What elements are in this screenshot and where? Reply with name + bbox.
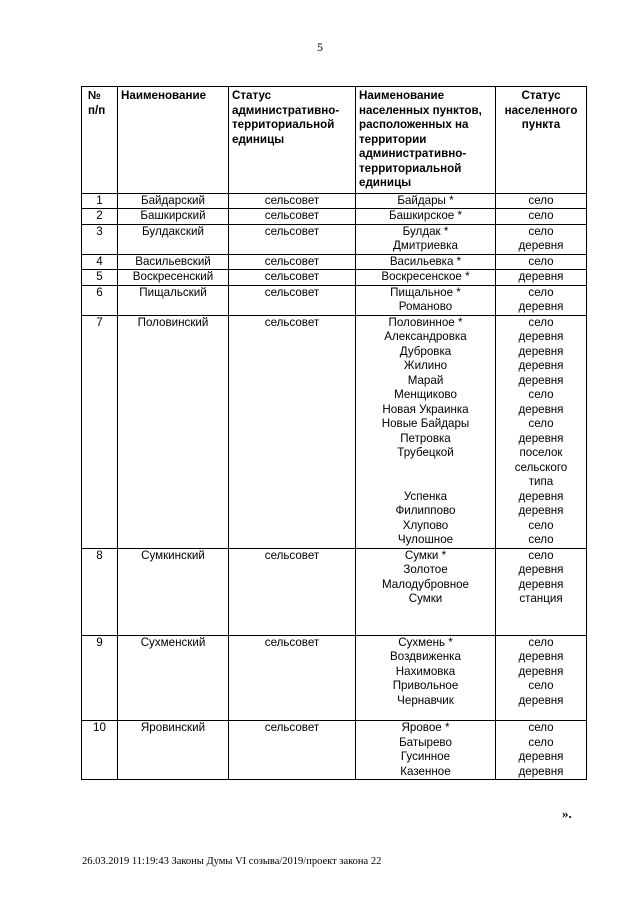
place-status: село — [528, 315, 554, 329]
row-status: сельсовет — [229, 270, 356, 286]
row-places — [356, 315, 496, 548]
row-name: Пищальский — [118, 285, 229, 315]
place-status: деревня — [518, 402, 564, 416]
place-name: Чернавчик — [397, 693, 454, 707]
page-number: 5 — [317, 40, 323, 54]
place-name: Марай — [407, 373, 444, 387]
row-status: сельсовет — [229, 635, 356, 721]
row-places — [356, 254, 496, 270]
row-status: сельсовет — [229, 548, 356, 635]
place-name: Золотое — [403, 563, 448, 576]
place-status: село — [528, 518, 554, 532]
place-name: Жилино — [403, 359, 448, 372]
place-name: Менщиково — [394, 388, 457, 401]
header-place-status: Статус населенного пункта — [496, 87, 587, 194]
place-name: Чулошное — [397, 533, 454, 546]
place-name: Яровое * — [401, 721, 450, 734]
place-status: деревня — [518, 750, 564, 763]
row-status: сельсовет — [229, 254, 356, 270]
place-name: Александровка — [384, 330, 467, 343]
place-status: деревня — [518, 764, 564, 778]
place-name: Новые Байдары — [381, 417, 470, 430]
place-name: Сумки — [408, 592, 443, 605]
place-status: типа — [528, 475, 554, 488]
row-status: сельсовет — [229, 193, 356, 209]
place-status: деревня — [518, 270, 564, 283]
row-num: 4 — [82, 254, 118, 270]
row-num: 2 — [82, 209, 118, 225]
row-places — [356, 635, 496, 721]
table-row — [82, 254, 587, 270]
row-place-statuses — [496, 548, 587, 635]
header-status: Статус административно-территориальной единицы — [229, 87, 356, 194]
row-place-statuses — [496, 635, 587, 721]
place-status: деревня — [518, 664, 564, 678]
row-place-statuses — [496, 721, 587, 780]
place-name: Сухмень * — [398, 635, 453, 649]
place-status: деревня — [518, 650, 564, 663]
row-places — [356, 193, 496, 209]
place-name: Булдак * — [402, 224, 449, 238]
place-status: деревня — [518, 577, 564, 591]
row-num: 9 — [82, 635, 118, 721]
table-row — [82, 315, 587, 548]
row-places — [356, 548, 496, 635]
row-status: сельсовет — [229, 721, 356, 780]
table-row — [82, 193, 587, 209]
place-status: поселок — [519, 446, 563, 459]
place-name: Трубецкой — [397, 446, 454, 459]
place-name: Воскресенское * — [381, 270, 470, 283]
row-num: 10 — [82, 721, 118, 780]
row-num: 3 — [82, 224, 118, 254]
row-places — [356, 721, 496, 780]
footer-stamp: 26.03.2019 11:19:43 Законы Думы VI созыва/2019/проект закона 22 — [82, 856, 382, 867]
table-row — [82, 209, 587, 225]
row-places — [356, 285, 496, 315]
row-place-statuses — [496, 254, 587, 270]
row-status: сельсовет — [229, 285, 356, 315]
place-status: деревня — [518, 359, 564, 372]
place-name — [359, 461, 492, 476]
settlements-table — [81, 86, 587, 780]
place-status: сельского — [514, 460, 568, 474]
place-status: деревня — [518, 239, 564, 252]
place-status: село — [528, 533, 554, 546]
place-status: деревня — [518, 330, 564, 343]
place-name — [359, 475, 492, 490]
row-status: сельсовет — [229, 209, 356, 225]
place-name: Батырево — [399, 735, 452, 749]
row-name: Васильевский — [118, 254, 229, 270]
place-status: станция — [519, 592, 563, 605]
place-status: село — [528, 735, 554, 749]
row-place-statuses — [496, 224, 587, 254]
place-name: Привольное — [392, 679, 459, 692]
place-name: Дмитриевка — [393, 239, 458, 252]
row-name: Сухменский — [118, 635, 229, 721]
place-name: Байдары * — [397, 193, 454, 207]
table-header-row — [82, 87, 587, 194]
row-num: 1 — [82, 193, 118, 209]
place-name: Малодубровное — [381, 577, 469, 591]
row-name: Воскресенский — [118, 270, 229, 286]
row-places — [356, 209, 496, 225]
place-status: село — [528, 209, 554, 222]
place-name: Дубровка — [399, 344, 452, 358]
row-name: Половинский — [118, 315, 229, 548]
place-status: село — [528, 548, 554, 562]
row-status: сельсовет — [229, 315, 356, 548]
row-place-statuses — [496, 315, 587, 548]
table-row — [82, 224, 587, 254]
place-status: деревня — [518, 563, 564, 576]
table-row — [82, 548, 587, 635]
table-body — [82, 193, 587, 780]
place-status: село — [528, 254, 554, 268]
row-name: Байдарский — [118, 193, 229, 209]
row-num: 8 — [82, 548, 118, 635]
header-num: № п/п — [82, 87, 118, 194]
place-status: село — [528, 721, 554, 734]
row-places — [356, 224, 496, 254]
place-name: Хлупово — [402, 518, 449, 532]
place-name: Пищальное * — [390, 285, 461, 299]
row-place-statuses — [496, 209, 587, 225]
table-row — [82, 721, 587, 780]
place-status: деревня — [518, 693, 564, 707]
row-status: сельсовет — [229, 224, 356, 254]
place-name: Воздвиженка — [390, 650, 461, 663]
place-name: Сумки * — [404, 548, 447, 562]
closing-quote: ». — [562, 806, 572, 821]
place-status: деревня — [518, 344, 564, 358]
place-name: Успенка — [403, 489, 448, 503]
table-row — [82, 635, 587, 721]
row-places — [356, 270, 496, 286]
place-name: Филиппово — [395, 504, 456, 517]
row-name: Булдакский — [118, 224, 229, 254]
place-status: село — [528, 224, 554, 238]
table-row — [82, 285, 587, 315]
place-status: деревня — [518, 300, 564, 313]
row-name: Яровинский — [118, 721, 229, 780]
place-name: Петровка — [400, 431, 451, 445]
row-place-statuses — [496, 285, 587, 315]
place-name: Романово — [398, 300, 453, 313]
row-place-statuses — [496, 193, 587, 209]
place-status: деревня — [518, 431, 564, 445]
place-name: Гусинное — [400, 750, 451, 763]
place-status: деревня — [518, 504, 564, 517]
place-status: село — [528, 285, 554, 299]
row-num: 5 — [82, 270, 118, 286]
place-name: Казенное — [400, 764, 451, 778]
header-name: Наименование — [118, 87, 229, 194]
place-status: деревня — [518, 489, 564, 503]
place-status: село — [528, 679, 554, 692]
row-num: 7 — [82, 315, 118, 548]
row-place-statuses — [496, 270, 587, 286]
place-status: село — [528, 417, 554, 430]
place-name: Башкирское * — [389, 209, 462, 222]
place-name: Новая Украинка — [382, 402, 469, 416]
place-name: Нахимовка — [395, 664, 456, 678]
table-row — [82, 270, 587, 286]
place-status: село — [528, 635, 554, 649]
place-name: Васильевка * — [389, 254, 462, 268]
row-name: Башкирский — [118, 209, 229, 225]
header-places: Наименование населенных пунктов, расположенных на территории административно-территориальной единицы — [356, 87, 496, 194]
place-status: село — [528, 193, 554, 207]
place-status: деревня — [518, 373, 564, 387]
row-name: Сумкинский — [118, 548, 229, 635]
place-status: село — [528, 388, 554, 401]
row-num: 6 — [82, 285, 118, 315]
place-name: Половинное * — [388, 315, 463, 329]
